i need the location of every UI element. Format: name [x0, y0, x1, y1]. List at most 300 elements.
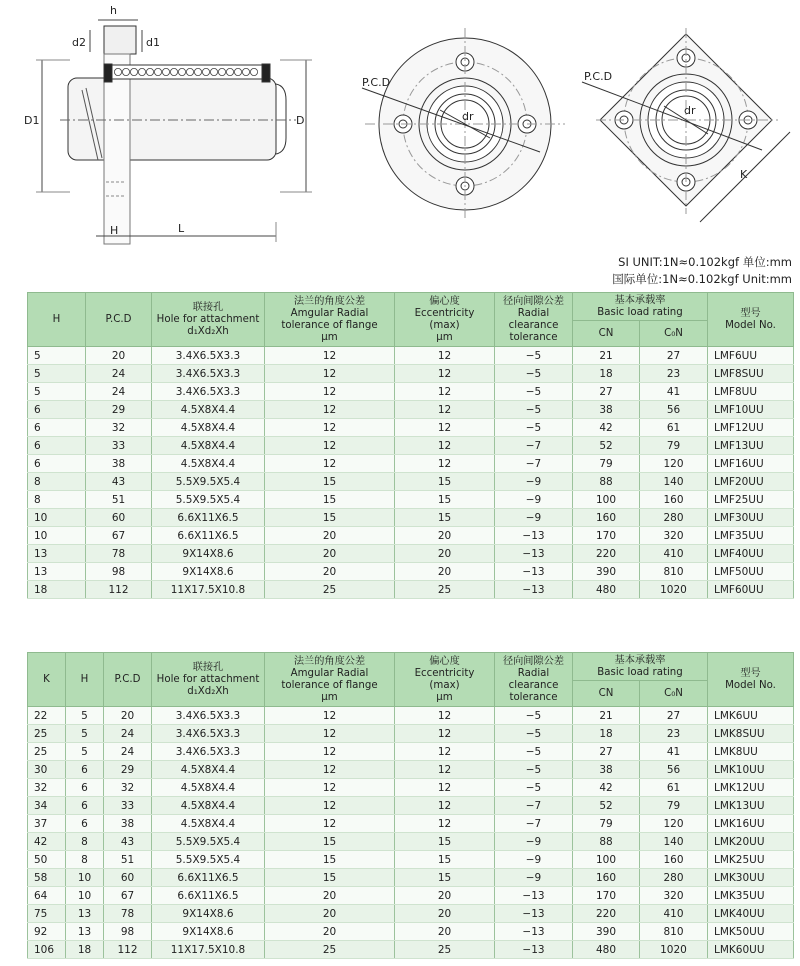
table-row [28, 815, 794, 833]
table-row [28, 779, 794, 797]
cell-k: 22 [28, 707, 66, 725]
cell-k: 75 [28, 905, 66, 923]
unit-line-intl: 国际单位:1N≈0.102kgf Unit:mm [612, 272, 792, 286]
cell-angular-tolerance: 12 [265, 815, 395, 833]
header-pcd: P.C.D [104, 653, 152, 707]
cell-model: LMK12UU [708, 779, 794, 797]
cell-cn: 170 [573, 887, 640, 905]
cell-k: 58 [28, 869, 66, 887]
header-hole: 联接孔 Hole for attachment d₁Xd₂Xh [152, 293, 265, 347]
cell-k: 25 [28, 743, 66, 761]
cell-h: 5 [66, 743, 104, 761]
header-cn: CN [573, 321, 640, 347]
cell-k: 37 [28, 815, 66, 833]
table-row [28, 437, 794, 455]
cell-h: 6 [28, 437, 86, 455]
cell-model: LMK35UU [708, 887, 794, 905]
cell-hole: 5.5X9.5X5.4 [152, 833, 265, 851]
cell-angular-tolerance: 12 [265, 401, 395, 419]
cell-h: 10 [28, 527, 86, 545]
cell-eccentricity: 12 [395, 347, 495, 365]
cell-hole: 4.5X8X4.4 [152, 455, 265, 473]
table-row [28, 401, 794, 419]
cell-cn: 100 [573, 491, 640, 509]
cell-eccentricity: 12 [395, 437, 495, 455]
cell-model: LMK60UU [708, 941, 794, 959]
cell-con: 320 [640, 887, 708, 905]
cell-hole: 4.5X8X4.4 [152, 797, 265, 815]
cell-con: 56 [640, 761, 708, 779]
cell-h: 6 [66, 797, 104, 815]
unit-notes [612, 254, 792, 288]
cell-h: 10 [66, 887, 104, 905]
cell-cn: 79 [573, 455, 640, 473]
cell-angular-tolerance: 12 [265, 761, 395, 779]
cell-eccentricity: 15 [395, 473, 495, 491]
table-row [28, 707, 794, 725]
cell-eccentricity: 15 [395, 509, 495, 527]
cell-cn: 42 [573, 419, 640, 437]
cell-hole: 4.5X8X4.4 [152, 437, 265, 455]
cell-model: LMF8UU [708, 383, 794, 401]
cell-pcd: 98 [86, 563, 152, 581]
header-con: C₀N [640, 681, 708, 707]
table-row [28, 545, 794, 563]
cell-angular-tolerance: 12 [265, 383, 395, 401]
lmk-table-body [28, 707, 794, 959]
cell-model: LMK25UU [708, 851, 794, 869]
cell-k: 30 [28, 761, 66, 779]
cell-cn: 88 [573, 833, 640, 851]
cell-h: 5 [28, 383, 86, 401]
header-radial-clearance: 径向间隙公差 Radial clearance tolerance [495, 293, 573, 347]
cell-con: 79 [640, 797, 708, 815]
cell-h: 6 [66, 779, 104, 797]
cell-radial-clearance: −7 [495, 815, 573, 833]
technical-drawings [0, 0, 800, 250]
cell-k: 42 [28, 833, 66, 851]
label-d2: d2 [72, 36, 86, 49]
cell-hole: 3.4X6.5X3.3 [152, 347, 265, 365]
cell-angular-tolerance: 20 [265, 527, 395, 545]
cell-model: LMK10UU [708, 761, 794, 779]
cell-radial-clearance: −7 [495, 797, 573, 815]
cell-angular-tolerance: 25 [265, 581, 395, 599]
cell-radial-clearance: −5 [495, 725, 573, 743]
cell-angular-tolerance: 20 [265, 545, 395, 563]
header-h: H [66, 653, 104, 707]
table-row [28, 491, 794, 509]
cell-h: 5 [28, 365, 86, 383]
cell-pcd: 43 [86, 473, 152, 491]
cell-eccentricity: 20 [395, 545, 495, 563]
cell-radial-clearance: −7 [495, 437, 573, 455]
cell-h: 5 [66, 725, 104, 743]
lmf-spec-table [27, 292, 794, 599]
cell-con: 41 [640, 383, 708, 401]
cell-hole: 6.6X11X6.5 [152, 887, 265, 905]
cell-model: LMF13UU [708, 437, 794, 455]
label-L: L [178, 222, 185, 235]
cell-cn: 480 [573, 941, 640, 959]
cell-angular-tolerance: 20 [265, 905, 395, 923]
cell-con: 61 [640, 779, 708, 797]
cell-hole: 5.5X9.5X5.4 [152, 491, 265, 509]
cell-model: LMF12UU [708, 419, 794, 437]
cell-cn: 21 [573, 347, 640, 365]
header-pcd: P.C.D [86, 293, 152, 347]
cell-pcd: 32 [104, 779, 152, 797]
cell-pcd: 112 [86, 581, 152, 599]
cell-con: 160 [640, 491, 708, 509]
cell-hole: 6.6X11X6.5 [152, 509, 265, 527]
cell-eccentricity: 12 [395, 707, 495, 725]
cell-model: LMF25UU [708, 491, 794, 509]
cell-model: LMK8SUU [708, 725, 794, 743]
cell-k: 106 [28, 941, 66, 959]
cell-radial-clearance: −13 [495, 545, 573, 563]
cell-cn: 21 [573, 707, 640, 725]
cell-h: 18 [66, 941, 104, 959]
cell-angular-tolerance: 12 [265, 725, 395, 743]
table-row [28, 797, 794, 815]
cell-cn: 52 [573, 797, 640, 815]
cell-cn: 79 [573, 815, 640, 833]
cell-eccentricity: 20 [395, 527, 495, 545]
cell-eccentricity: 12 [395, 725, 495, 743]
cell-angular-tolerance: 15 [265, 509, 395, 527]
cell-radial-clearance: −13 [495, 905, 573, 923]
cell-eccentricity: 15 [395, 491, 495, 509]
cell-k: 64 [28, 887, 66, 905]
cell-h: 13 [66, 923, 104, 941]
cell-radial-clearance: −9 [495, 851, 573, 869]
cell-pcd: 112 [104, 941, 152, 959]
cell-angular-tolerance: 12 [265, 419, 395, 437]
cell-cn: 18 [573, 725, 640, 743]
square-flange-drawing [582, 28, 790, 222]
cell-angular-tolerance: 12 [265, 779, 395, 797]
header-k: K [28, 653, 66, 707]
round-flange-drawing [362, 28, 565, 220]
round-dr-label: dr [462, 110, 474, 123]
cell-model: LMK16UU [708, 815, 794, 833]
cell-h: 6 [28, 419, 86, 437]
cell-con: 41 [640, 743, 708, 761]
header-eccentricity: 偏心度 Eccentricity (max) μm [395, 293, 495, 347]
cell-pcd: 67 [104, 887, 152, 905]
cell-model: LMF35UU [708, 527, 794, 545]
cell-model: LMK6UU [708, 707, 794, 725]
cell-con: 320 [640, 527, 708, 545]
cell-hole: 11X17.5X10.8 [152, 941, 265, 959]
cell-angular-tolerance: 20 [265, 887, 395, 905]
table-row [28, 527, 794, 545]
cell-cn: 88 [573, 473, 640, 491]
label-h: h [110, 4, 117, 17]
cell-h: 8 [66, 833, 104, 851]
header-angular-tolerance: 法兰的角度公差 Amgular Radial tolerance of flange μm [265, 653, 395, 707]
table-row [28, 383, 794, 401]
cell-radial-clearance: −5 [495, 383, 573, 401]
cell-cn: 38 [573, 401, 640, 419]
cell-radial-clearance: −13 [495, 581, 573, 599]
cell-cn: 220 [573, 905, 640, 923]
cell-angular-tolerance: 15 [265, 851, 395, 869]
cell-cn: 18 [573, 365, 640, 383]
header-model: 型号 Model No. [708, 293, 794, 347]
cell-cn: 480 [573, 581, 640, 599]
cell-pcd: 29 [104, 761, 152, 779]
cell-eccentricity: 12 [395, 761, 495, 779]
cell-h: 8 [28, 473, 86, 491]
header-radial-clearance: 径向间隙公差 Radial clearance tolerance [495, 653, 573, 707]
cell-radial-clearance: −5 [495, 761, 573, 779]
cell-radial-clearance: −9 [495, 473, 573, 491]
cell-model: LMK40UU [708, 905, 794, 923]
cell-h: 10 [66, 869, 104, 887]
cell-pcd: 98 [104, 923, 152, 941]
label-H: H [110, 224, 119, 237]
header-load-rating: 基本承载率 Basic load rating [573, 293, 708, 321]
cell-radial-clearance: −9 [495, 491, 573, 509]
cell-cn: 100 [573, 851, 640, 869]
cell-eccentricity: 20 [395, 887, 495, 905]
cell-con: 160 [640, 851, 708, 869]
cell-pcd: 33 [104, 797, 152, 815]
cell-angular-tolerance: 20 [265, 923, 395, 941]
side-view-drawing [36, 20, 312, 244]
cell-eccentricity: 12 [395, 743, 495, 761]
round-pcd-label: P.C.D [362, 76, 391, 89]
cell-angular-tolerance: 12 [265, 707, 395, 725]
cell-con: 140 [640, 473, 708, 491]
cell-model: LMF16UU [708, 455, 794, 473]
cell-h: 8 [28, 491, 86, 509]
cell-con: 56 [640, 401, 708, 419]
cell-con: 120 [640, 815, 708, 833]
cell-eccentricity: 15 [395, 851, 495, 869]
lmf-table-body [28, 347, 794, 599]
cell-h: 10 [28, 509, 86, 527]
cell-cn: 38 [573, 761, 640, 779]
cell-radial-clearance: −5 [495, 347, 573, 365]
cell-con: 1020 [640, 941, 708, 959]
cell-hole: 4.5X8X4.4 [152, 401, 265, 419]
cell-pcd: 24 [86, 365, 152, 383]
cell-angular-tolerance: 25 [265, 941, 395, 959]
cell-eccentricity: 15 [395, 833, 495, 851]
cell-model: LMK50UU [708, 923, 794, 941]
cell-cn: 27 [573, 383, 640, 401]
cell-model: LMK8UU [708, 743, 794, 761]
cell-radial-clearance: −13 [495, 527, 573, 545]
cell-angular-tolerance: 12 [265, 437, 395, 455]
cell-hole: 3.4X6.5X3.3 [152, 743, 265, 761]
cell-hole: 6.6X11X6.5 [152, 527, 265, 545]
cell-k: 25 [28, 725, 66, 743]
cell-eccentricity: 15 [395, 869, 495, 887]
cell-pcd: 51 [86, 491, 152, 509]
cell-eccentricity: 20 [395, 923, 495, 941]
cell-con: 27 [640, 707, 708, 725]
cell-eccentricity: 12 [395, 365, 495, 383]
cell-pcd: 60 [86, 509, 152, 527]
cell-radial-clearance: −9 [495, 869, 573, 887]
table-row [28, 725, 794, 743]
cell-h: 18 [28, 581, 86, 599]
cell-eccentricity: 12 [395, 779, 495, 797]
cell-h: 6 [28, 455, 86, 473]
label-D1: D1 [24, 114, 40, 127]
cell-pcd: 33 [86, 437, 152, 455]
cell-model: LMF40UU [708, 545, 794, 563]
cell-angular-tolerance: 15 [265, 491, 395, 509]
table-row [28, 743, 794, 761]
cell-model: LMF30UU [708, 509, 794, 527]
cell-k: 92 [28, 923, 66, 941]
cell-eccentricity: 12 [395, 815, 495, 833]
cell-radial-clearance: −5 [495, 365, 573, 383]
cell-eccentricity: 12 [395, 797, 495, 815]
cell-eccentricity: 12 [395, 383, 495, 401]
cell-h: 6 [28, 401, 86, 419]
cell-hole: 11X17.5X10.8 [152, 581, 265, 599]
cell-con: 280 [640, 869, 708, 887]
header-con: C₀N [640, 321, 708, 347]
cell-con: 23 [640, 725, 708, 743]
cell-pcd: 60 [104, 869, 152, 887]
table-row [28, 833, 794, 851]
cell-pcd: 38 [86, 455, 152, 473]
cell-radial-clearance: −5 [495, 779, 573, 797]
table-row [28, 581, 794, 599]
cell-h: 5 [66, 707, 104, 725]
cell-pcd: 24 [86, 383, 152, 401]
header-model: 型号 Model No. [708, 653, 794, 707]
cell-eccentricity: 20 [395, 563, 495, 581]
cell-pcd: 29 [86, 401, 152, 419]
cell-pcd: 24 [104, 743, 152, 761]
cell-model: LMK13UU [708, 797, 794, 815]
cell-angular-tolerance: 12 [265, 743, 395, 761]
cell-model: LMF50UU [708, 563, 794, 581]
cell-radial-clearance: −13 [495, 887, 573, 905]
cell-h: 13 [28, 563, 86, 581]
cell-pcd: 20 [104, 707, 152, 725]
table-row [28, 851, 794, 869]
cell-con: 140 [640, 833, 708, 851]
cell-angular-tolerance: 12 [265, 797, 395, 815]
cell-k: 50 [28, 851, 66, 869]
cell-angular-tolerance: 12 [265, 365, 395, 383]
cell-hole: 4.5X8X4.4 [152, 419, 265, 437]
cell-hole: 9X14X8.6 [152, 923, 265, 941]
cell-radial-clearance: −7 [495, 455, 573, 473]
table-row [28, 887, 794, 905]
cell-hole: 9X14X8.6 [152, 905, 265, 923]
cell-cn: 220 [573, 545, 640, 563]
cell-h: 13 [28, 545, 86, 563]
cell-h: 8 [66, 851, 104, 869]
cell-model: LMK20UU [708, 833, 794, 851]
cell-hole: 3.4X6.5X3.3 [152, 725, 265, 743]
cell-model: LMF20UU [708, 473, 794, 491]
table-row [28, 473, 794, 491]
cell-con: 810 [640, 563, 708, 581]
cell-eccentricity: 20 [395, 905, 495, 923]
cell-hole: 9X14X8.6 [152, 563, 265, 581]
cell-eccentricity: 12 [395, 401, 495, 419]
cell-hole: 4.5X8X4.4 [152, 815, 265, 833]
cell-k: 32 [28, 779, 66, 797]
header-hole: 联接孔 Hole for attachment d₁Xd₂Xh [152, 653, 265, 707]
cell-angular-tolerance: 12 [265, 347, 395, 365]
cell-model: LMF6UU [708, 347, 794, 365]
header-angular-tolerance: 法兰的角度公差 Amgular Radial tolerance of flange μm [265, 293, 395, 347]
cell-radial-clearance: −5 [495, 401, 573, 419]
cell-cn: 42 [573, 779, 640, 797]
cell-con: 810 [640, 923, 708, 941]
cell-pcd: 43 [104, 833, 152, 851]
cell-angular-tolerance: 15 [265, 869, 395, 887]
cell-cn: 160 [573, 869, 640, 887]
cell-pcd: 38 [104, 815, 152, 833]
cell-hole: 3.4X6.5X3.3 [152, 365, 265, 383]
cell-radial-clearance: −13 [495, 563, 573, 581]
table-row [28, 941, 794, 959]
cell-k: 34 [28, 797, 66, 815]
cell-pcd: 51 [104, 851, 152, 869]
table-row [28, 509, 794, 527]
cell-h: 6 [66, 815, 104, 833]
cell-cn: 160 [573, 509, 640, 527]
cell-radial-clearance: −5 [495, 743, 573, 761]
table-row [28, 365, 794, 383]
cell-hole: 9X14X8.6 [152, 545, 265, 563]
cell-con: 79 [640, 437, 708, 455]
table-row [28, 923, 794, 941]
table-row [28, 347, 794, 365]
cell-hole: 5.5X9.5X5.4 [152, 851, 265, 869]
cell-radial-clearance: −9 [495, 509, 573, 527]
cell-model: LMF8SUU [708, 365, 794, 383]
cell-hole: 3.4X6.5X3.3 [152, 707, 265, 725]
cell-cn: 52 [573, 437, 640, 455]
cell-angular-tolerance: 12 [265, 455, 395, 473]
table-row [28, 761, 794, 779]
cell-pcd: 24 [104, 725, 152, 743]
cell-eccentricity: 25 [395, 941, 495, 959]
cell-con: 410 [640, 905, 708, 923]
square-k-label: K [740, 168, 748, 181]
label-D: D [296, 114, 305, 127]
cell-eccentricity: 25 [395, 581, 495, 599]
table-row [28, 455, 794, 473]
cell-con: 1020 [640, 581, 708, 599]
cell-pcd: 78 [104, 905, 152, 923]
cell-cn: 27 [573, 743, 640, 761]
label-d1: d1 [146, 36, 160, 49]
table-row [28, 563, 794, 581]
cell-con: 280 [640, 509, 708, 527]
cell-cn: 390 [573, 923, 640, 941]
cell-cn: 390 [573, 563, 640, 581]
table-row [28, 905, 794, 923]
cell-h: 6 [66, 761, 104, 779]
square-dr-label: dr [684, 104, 696, 117]
table-row [28, 869, 794, 887]
